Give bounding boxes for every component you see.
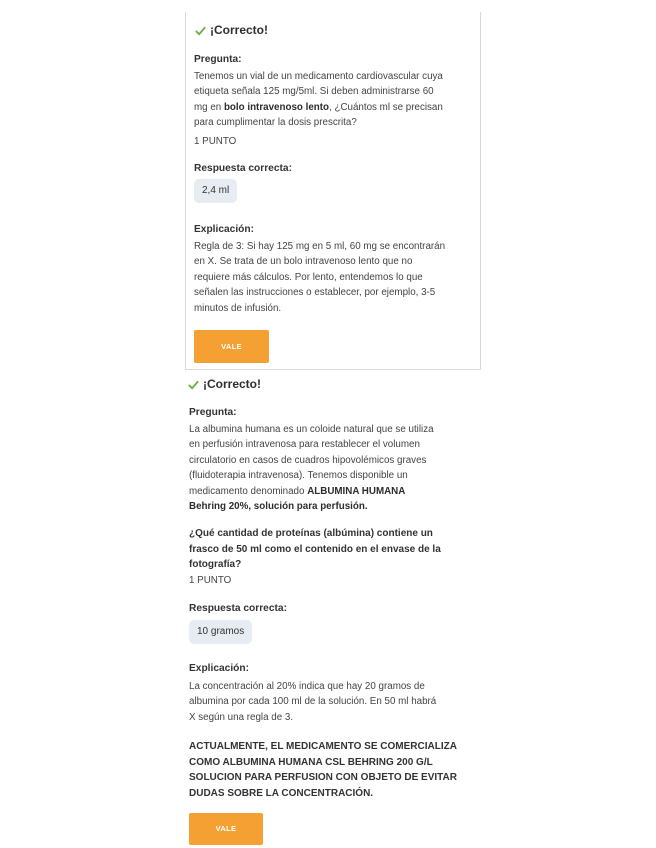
question-bold-fragment: ALBUMINA HUMANA [307,485,406,497]
question-card-1 [185,12,481,370]
question-fragment: mg en [194,101,224,113]
status-correct [187,374,261,394]
question-line [189,484,479,499]
question-bold-text [189,526,479,573]
explanation-title: Explicación: [194,224,255,235]
question-line: etiqueta señala 125 mg/5ml. Si deben administrarse 60 [194,86,434,98]
answer-chip: 2,4 ml [194,179,237,203]
vale-button[interactable]: VALE [194,330,269,363]
explanation-line: La concentración al 20% indica que hay 20 gramos de [189,681,425,692]
question-fragment: medicamento denominado [189,485,308,497]
explanation-line: albumina por cada 100 ml de la solución. En 50 ml habrá [189,696,437,708]
check-icon [187,378,200,391]
note-line: COMO ALBUMINA HUMANA CSL BEHRING 200 G/L [189,756,433,768]
question-line: La albumina humana es un coloide natural que se utiliza [189,424,434,435]
question-line: para cumplimentar la dosis prescrita? [194,117,357,129]
question-title: Pregunta: [189,407,237,418]
note-line: SOLUCION PARA PERFUSION CON OBJETO DE EVITAR [189,772,457,784]
question-line: (fluidoterapia intravenosa). Tenemos disponible un [189,470,408,482]
explanation-line: en X. Se trata de un bolo intravenoso lento que no [194,256,413,268]
answer-title: Respuesta correcta: [194,163,292,174]
question-line: circulatorio en casos de cuadros hipovolémicos graves [189,454,427,466]
question-bold-line: fotografía? [189,559,242,571]
explanation-title: Explicación: [189,663,250,674]
question-line [189,499,479,514]
question-bold-line: ¿Qué cantidad de proteínas (albúmina) contiene un [189,528,433,539]
question-fragment: , ¿Cuántos ml se precisan [329,101,443,113]
explanation-line: minutos de infusión. [194,302,282,314]
explanation-line: Regla de 3: Si hay 125 mg en 5 ml, 60 mg se encontrarán [194,241,446,252]
explanation-line: señalen las instrucciones o establecer, por ejemplo, 3-5 [194,287,436,299]
check-icon [194,24,207,37]
question-line: en perfusión intravenosa para restablecer el volumen [189,439,420,451]
points-label: 1 PUNTO [194,136,237,147]
question-text [194,69,484,131]
question-text [189,422,479,514]
vale-button[interactable]: VALE [189,813,263,845]
status-text: ¡Correcto! [203,377,262,391]
answer-chip: 10 gramos [189,620,252,644]
question-line [194,100,484,115]
question-title: Pregunta: [194,54,242,65]
question-line: Tenemos un vial de un medicamento cardiovascular cuya [194,71,443,82]
note-text [189,739,479,801]
status-text: ¡Correcto! [210,23,269,37]
question-bold-fragment: Behring 20%, solución para perfusión. [189,501,368,513]
explanation-text [194,239,484,316]
explanation-text [189,679,479,725]
question-bold-fragment: bolo intravenoso lento [223,101,330,113]
points-label: 1 PUNTO [189,575,232,586]
note-line: DUDAS SOBRE LA CONCENTRACIÓN. [189,787,374,799]
question-bold-line: frasco de 50 ml como el contenido en el envase de la [189,543,441,555]
note-line: ACTUALMENTE, EL MEDICAMENTO SE COMERCIALIZA [189,741,457,752]
explanation-line: X según una regla de 3. [189,711,294,723]
explanation-line: requiere más cálculos. Por lento, entendemos lo que [194,271,423,283]
answer-title: Respuesta correcta: [189,603,287,614]
status-correct [194,20,268,40]
